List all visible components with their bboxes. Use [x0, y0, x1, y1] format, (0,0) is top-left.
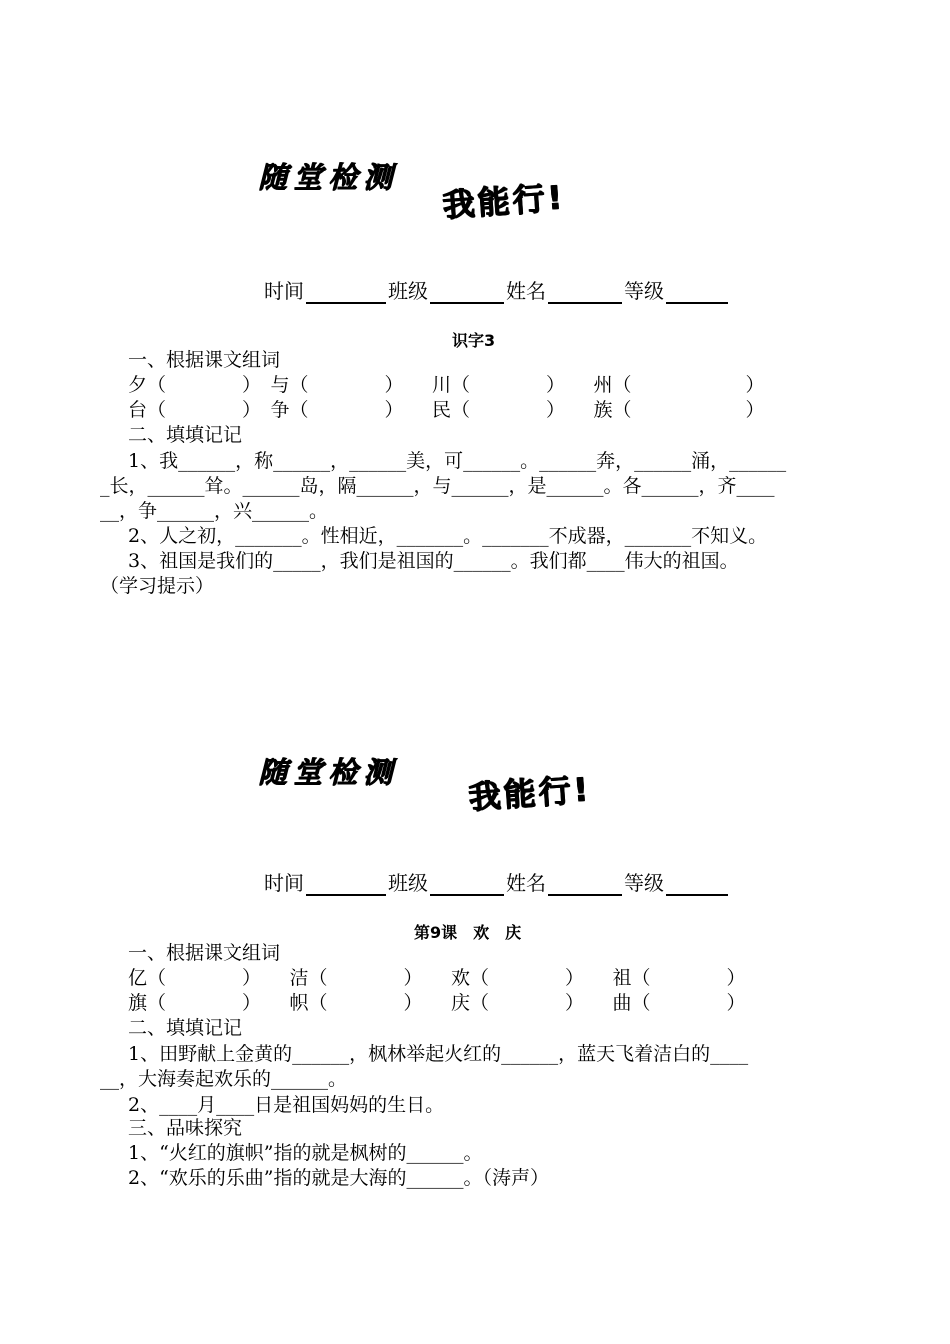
exercise-line: 2、____月____日是祖国妈妈的生日。	[128, 1094, 445, 1116]
exercise-line: 2、“欢乐的乐曲”指的就是大海的______。（涛声）	[128, 1167, 550, 1189]
name-blank[interactable]	[548, 874, 622, 896]
name-blank[interactable]	[548, 282, 622, 304]
exercise-line: 3、祖国是我们的_____，我们是祖国的______。我们都____伟大的祖国。	[128, 550, 739, 572]
class-blank[interactable]	[430, 874, 504, 896]
grade-blank[interactable]	[666, 282, 728, 304]
exercise-line: 亿（ ） 洁（ ） 欢（ ） 祖（ ）	[128, 967, 746, 989]
exercise-line: 台（ ） 争（ ） 民（ ） 族（ ）	[128, 399, 765, 421]
exercise-line: __，争______，兴______。	[100, 500, 329, 522]
class-label: 班级	[388, 871, 428, 895]
time-label: 时间	[264, 871, 304, 895]
grade-blank[interactable]	[666, 874, 728, 896]
class-blank[interactable]	[430, 282, 504, 304]
name-label: 姓名	[506, 871, 546, 895]
name-label: 姓名	[506, 279, 546, 303]
grade-label: 等级	[624, 871, 664, 895]
time-blank[interactable]	[306, 282, 386, 304]
exercise-line: _长，______耸。______岛，隔______，与______，是______。各______，齐____	[100, 475, 775, 497]
lesson-title: 第9课 欢 庆	[414, 923, 522, 942]
hint-note: （学习提示）	[100, 575, 215, 597]
exercise-line: 旗（ ） 帜（ ） 庆（ ） 曲（ ）	[128, 992, 746, 1014]
exercise-line: __，大海奏起欢乐的______。	[100, 1068, 348, 1090]
exercise-line: 1、“火红的旗帜”指的就是枫树的______。	[128, 1142, 483, 1164]
class-label: 班级	[388, 279, 428, 303]
slogan-stamp: 我能行!	[466, 769, 592, 817]
time-blank[interactable]	[306, 874, 386, 896]
section-heading: 二、填填记记	[128, 424, 243, 446]
section-heading: 三、品味探究	[128, 1117, 243, 1139]
exercise-line: 1、田野献上金黄的______，枫林举起火红的______，蓝天飞着洁白的____	[128, 1043, 749, 1065]
section-heading: 一、根据课文组词	[128, 942, 281, 964]
exercise-line: 1、我______，称______，______美，可______。______奔，______涌，______	[128, 450, 787, 472]
section-heading: 二、填填记记	[128, 1017, 243, 1039]
student-info-line	[264, 275, 730, 304]
exercise-line: 夕（ ） 与（ ） 川（ ） 州（ ）	[128, 374, 765, 396]
worksheet-brand: 随堂检测	[258, 755, 399, 789]
worksheet-brand: 随堂检测	[258, 160, 399, 194]
student-info-line	[264, 867, 730, 896]
slogan-stamp: 我能行!	[440, 177, 566, 225]
grade-label: 等级	[624, 279, 664, 303]
time-label: 时间	[264, 279, 304, 303]
section-heading: 一、根据课文组词	[128, 349, 281, 371]
lesson-title: 识字3	[452, 331, 496, 350]
exercise-line: 2、人之初，_______。性相近，_______。_______不成器，_______不知义。	[128, 525, 768, 547]
